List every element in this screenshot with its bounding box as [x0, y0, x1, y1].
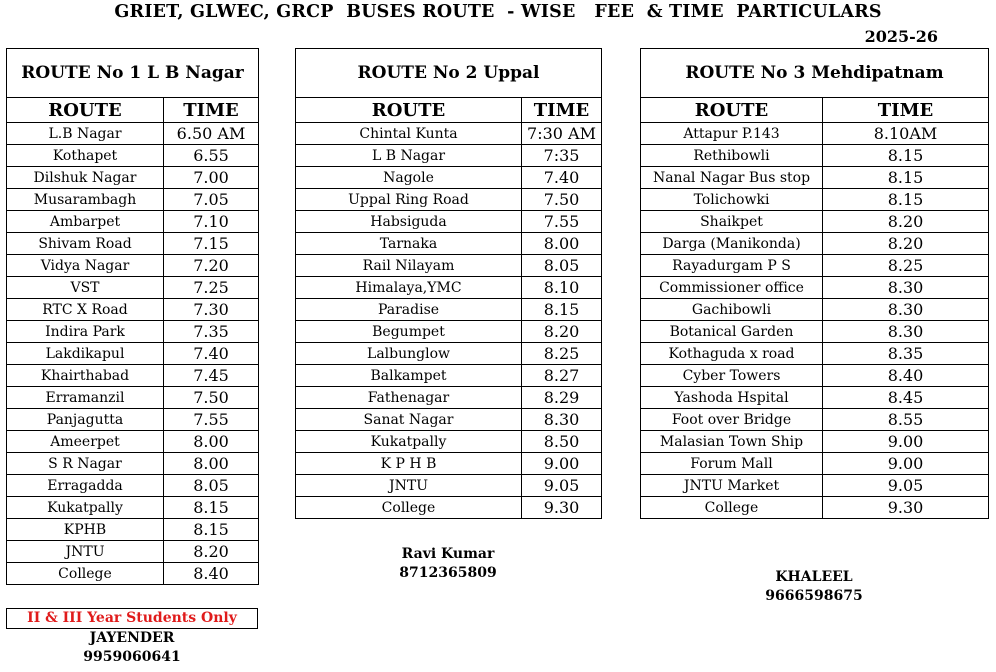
contact-name: JAYENDER [89, 630, 175, 646]
table-row [641, 167, 989, 189]
route-title-row [641, 49, 989, 98]
stop-name: Rethibowli [641, 145, 823, 167]
stop-time: 8.20 [164, 541, 259, 563]
table-row [641, 255, 989, 277]
table-row [641, 497, 989, 519]
table-row [641, 189, 989, 211]
table-row [7, 255, 259, 277]
stop-time: 7:30 AM [522, 123, 602, 145]
route-title-row [7, 49, 259, 98]
stop-name: Uppal Ring Road [296, 189, 522, 211]
stop-time: 8.20 [823, 211, 989, 233]
stop-name: RTC X Road [7, 299, 164, 321]
table-row [7, 387, 259, 409]
table-row [296, 321, 602, 343]
table-row [641, 233, 989, 255]
table-row [296, 277, 602, 299]
stop-time: 8.05 [522, 255, 602, 277]
table-row [641, 365, 989, 387]
stop-name: Himalaya,YMC [296, 277, 522, 299]
stop-name: College [296, 497, 522, 519]
stop-time: 7.40 [164, 343, 259, 365]
table-row [7, 409, 259, 431]
stop-name: Tolichowki [641, 189, 823, 211]
stop-time: 8.45 [823, 387, 989, 409]
stop-time: 7.50 [164, 387, 259, 409]
table-row [641, 211, 989, 233]
table-row [296, 145, 602, 167]
route-column-header: ROUTE [641, 98, 823, 123]
column-header-row [641, 98, 989, 123]
contact-jayender [6, 630, 258, 665]
stop-name: Khairthabad [7, 365, 164, 387]
stop-time: 8.15 [823, 145, 989, 167]
stop-name: Nagole [296, 167, 522, 189]
table-row [296, 409, 602, 431]
students-note: II & III Year Students Only [6, 608, 258, 629]
stop-name: Ameerpet [7, 431, 164, 453]
stop-name: KPHB [7, 519, 164, 541]
stop-time: 7.25 [164, 277, 259, 299]
table-row [641, 277, 989, 299]
stop-time: 8.30 [823, 277, 989, 299]
stop-time: 7.35 [164, 321, 259, 343]
stop-time: 7.30 [164, 299, 259, 321]
stop-time: 8.55 [823, 409, 989, 431]
table-row [296, 365, 602, 387]
table-row [7, 189, 259, 211]
table-row [296, 453, 602, 475]
table-row [641, 431, 989, 453]
stop-time: 8.00 [522, 233, 602, 255]
table-row [296, 211, 602, 233]
table-row [296, 475, 602, 497]
table-row [296, 189, 602, 211]
table-row [7, 123, 259, 145]
route-title: ROUTE No 2 Uppal [296, 49, 602, 98]
stop-name: Foot over Bridge [641, 409, 823, 431]
stop-name: Sanat Nagar [296, 409, 522, 431]
stop-time: 8.00 [164, 453, 259, 475]
table-row [7, 321, 259, 343]
stop-name: Yashoda Hspital [641, 387, 823, 409]
stop-name: Fathenagar [296, 387, 522, 409]
stop-name: Dilshuk Nagar [7, 167, 164, 189]
column-header-row [296, 98, 602, 123]
stop-name: JNTU [7, 541, 164, 563]
stop-name: L B Nagar [296, 145, 522, 167]
stop-time: 6.50 AM [164, 123, 259, 145]
stop-name: Vidya Nagar [7, 255, 164, 277]
table-row [7, 519, 259, 541]
stop-time: 8.15 [164, 519, 259, 541]
stop-name: Nanal Nagar Bus stop [641, 167, 823, 189]
table-row [7, 277, 259, 299]
table-row [296, 343, 602, 365]
table-row [7, 233, 259, 255]
contact-phone: 9666598675 [765, 588, 863, 604]
route-title: ROUTE No 3 Mehdipatnam [641, 49, 989, 98]
table-row [296, 233, 602, 255]
stop-time: 8.10AM [823, 123, 989, 145]
table-row [641, 299, 989, 321]
stop-time: 9.30 [522, 497, 602, 519]
academic-year: 2025-26 [864, 27, 938, 46]
stop-name: Begumpet [296, 321, 522, 343]
stop-name: VST [7, 277, 164, 299]
stop-time: 8.10 [522, 277, 602, 299]
stop-time: 7.55 [164, 409, 259, 431]
stop-time: 7.10 [164, 211, 259, 233]
table-row [641, 321, 989, 343]
stop-time: 8.30 [522, 409, 602, 431]
table-row [296, 167, 602, 189]
stop-name: Indira Park [7, 321, 164, 343]
stop-name: Gachibowli [641, 299, 823, 321]
stop-name: L.B Nagar [7, 123, 164, 145]
stop-time: 7.55 [522, 211, 602, 233]
table-row [7, 431, 259, 453]
stop-name: Lalbunglow [296, 343, 522, 365]
stop-name: S R Nagar [7, 453, 164, 475]
stop-time: 8.29 [522, 387, 602, 409]
stop-time: 8.35 [823, 343, 989, 365]
stop-name: Balkampet [296, 365, 522, 387]
stop-time: 8.15 [823, 167, 989, 189]
route-2-table [295, 48, 602, 519]
stop-name: Musarambagh [7, 189, 164, 211]
stop-time: 8.15 [522, 299, 602, 321]
stop-time: 9.30 [823, 497, 989, 519]
stop-name: Paradise [296, 299, 522, 321]
stop-name: Malasian Town Ship [641, 431, 823, 453]
stop-time: 8.50 [522, 431, 602, 453]
table-row [296, 431, 602, 453]
table-row [296, 497, 602, 519]
table-row [7, 475, 259, 497]
stop-name: JNTU Market [641, 475, 823, 497]
stop-time: 9.05 [823, 475, 989, 497]
table-row [641, 343, 989, 365]
stop-name: Cyber Towers [641, 365, 823, 387]
stop-name: Shaikpet [641, 211, 823, 233]
stop-name: Darga (Manikonda) [641, 233, 823, 255]
stop-name: Botanical Garden [641, 321, 823, 343]
stop-name: Kukatpally [296, 431, 522, 453]
page-title: GRIET, GLWEC, GRCP BUSES ROUTE - WISE FEE & TIME PARTICULARS [114, 2, 882, 22]
stop-name: K P H B [296, 453, 522, 475]
table-row [7, 541, 259, 563]
table-row [296, 299, 602, 321]
table-row [641, 123, 989, 145]
table-row [7, 453, 259, 475]
time-column-header: TIME [823, 98, 989, 123]
stop-time: 8.15 [164, 497, 259, 519]
table-row [641, 409, 989, 431]
contact-phone: 8712365809 [399, 565, 497, 581]
contact-name: KHALEEL [775, 569, 853, 585]
column-header-row [7, 98, 259, 123]
stop-name: Commissioner office [641, 277, 823, 299]
stop-time: 8.00 [164, 431, 259, 453]
table-row [7, 167, 259, 189]
route-1-table [6, 48, 259, 585]
stop-name: Erramanzil [7, 387, 164, 409]
stop-name: Rayadurgam P S [641, 255, 823, 277]
stop-name: Tarnaka [296, 233, 522, 255]
stop-name: Habsiguda [296, 211, 522, 233]
table-row [296, 255, 602, 277]
stop-time: 7.15 [164, 233, 259, 255]
stop-name: Ambarpet [7, 211, 164, 233]
route-column-header: ROUTE [296, 98, 522, 123]
route-3-table [640, 48, 989, 519]
stop-name: JNTU [296, 475, 522, 497]
stop-time: 8.20 [522, 321, 602, 343]
stop-name: Erragadda [7, 475, 164, 497]
time-column-header: TIME [164, 98, 259, 123]
table-row [641, 453, 989, 475]
stop-time: 7.20 [164, 255, 259, 277]
stop-time: 8.15 [823, 189, 989, 211]
stop-time: 7.45 [164, 365, 259, 387]
table-row [641, 145, 989, 167]
stop-name: Panjagutta [7, 409, 164, 431]
stop-time: 9.00 [823, 453, 989, 475]
stop-time: 8.25 [823, 255, 989, 277]
contact-name: Ravi Kumar [401, 546, 495, 562]
stop-name: College [7, 563, 164, 585]
stop-time: 8.20 [823, 233, 989, 255]
route-title-row [296, 49, 602, 98]
route-title: ROUTE No 1 L B Nagar [7, 49, 259, 98]
contact-phone: 9959060641 [83, 649, 181, 665]
stop-name: Shivam Road [7, 233, 164, 255]
table-row [641, 475, 989, 497]
stop-time: 8.40 [823, 365, 989, 387]
table-row [7, 145, 259, 167]
table-row [7, 563, 259, 585]
stop-time: 8.30 [823, 299, 989, 321]
stop-time: 6.55 [164, 145, 259, 167]
stop-time: 7:35 [522, 145, 602, 167]
time-column-header: TIME [522, 98, 602, 123]
stop-time: 9.00 [823, 431, 989, 453]
stop-name: Chintal Kunta [296, 123, 522, 145]
table-row [296, 387, 602, 409]
table-row [296, 123, 602, 145]
stop-name: Kothapet [7, 145, 164, 167]
table-row [641, 387, 989, 409]
stop-time: 8.27 [522, 365, 602, 387]
stop-time: 7.50 [522, 189, 602, 211]
table-row [7, 343, 259, 365]
stop-time: 8.25 [522, 343, 602, 365]
stop-name: Lakdikapul [7, 343, 164, 365]
stop-name: College [641, 497, 823, 519]
stop-name: Forum Mall [641, 453, 823, 475]
stop-name: Rail Nilayam [296, 255, 522, 277]
route-column-header: ROUTE [7, 98, 164, 123]
stop-name: Attapur P.143 [641, 123, 823, 145]
contact-ravi-kumar [380, 546, 516, 581]
stop-time: 9.05 [522, 475, 602, 497]
table-row [7, 299, 259, 321]
table-row [7, 497, 259, 519]
stop-time: 7.40 [522, 167, 602, 189]
contact-khaleel [746, 569, 882, 604]
stop-time: 8.40 [164, 563, 259, 585]
stop-time: 7.05 [164, 189, 259, 211]
stop-name: Kukatpally [7, 497, 164, 519]
stop-time: 7.00 [164, 167, 259, 189]
table-row [7, 365, 259, 387]
table-row [7, 211, 259, 233]
stop-time: 8.30 [823, 321, 989, 343]
stop-time: 9.00 [522, 453, 602, 475]
stop-time: 8.05 [164, 475, 259, 497]
stop-name: Kothaguda x road [641, 343, 823, 365]
